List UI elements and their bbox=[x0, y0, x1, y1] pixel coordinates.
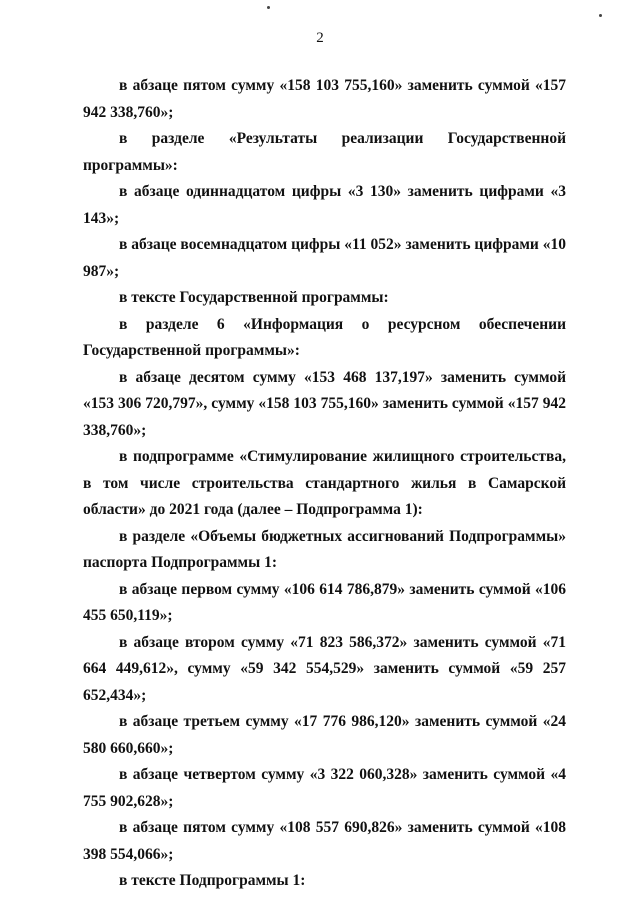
paragraph: в абзаце десятом сумму «153 468 137,197» заменить суммой «153 306 720,797», сумму «158 103 755,160» заменить суммой «157 942 338,760»; bbox=[83, 368, 566, 439]
page-number: 2 bbox=[316, 30, 324, 46]
paragraph: в абзаце третьем сумму «17 776 986,120» заменить суммой «24 580 660,660»; bbox=[83, 713, 566, 757]
paragraph: в абзаце втором сумму «71 823 586,372» заменить суммой «71 664 449,612», сумму «59 342 554,529» заменить суммой «59 257 652,434»; bbox=[83, 633, 566, 704]
paragraph: в подпрограмме «Стимулирование жилищного строительства, в том числе строительства стандартного жилья в Самарской области» до 2021 года (далее – Подпрограмма 1): bbox=[83, 448, 566, 518]
paragraph: в разделе «Результаты реализации Государственной программы»: bbox=[83, 130, 566, 174]
paragraph: в абзаце восемнадцатом цифры «11 052» заменить цифрами «10 987»; bbox=[83, 236, 566, 280]
paragraph: в тексте Государственной программы: bbox=[119, 289, 389, 306]
paragraph: в абзаце пятом сумму «108 557 690,826» заменить суммой «108 398 554,066»; bbox=[83, 819, 566, 863]
paragraph: в разделе 6 «Информация о ресурсном обеспечении Государственной программы»: bbox=[83, 315, 566, 359]
paragraph: в абзаце четвертом сумму «3 322 060,328» заменить суммой «4 755 902,628»; bbox=[83, 766, 566, 810]
paragraph: в разделе «Объемы бюджетных ассигнований Подпрограммы» паспорта Подпрограммы 1: bbox=[83, 527, 566, 571]
document-body bbox=[83, 73, 566, 895]
scan-speck bbox=[599, 14, 602, 17]
paragraph: в тексте Подпрограммы 1: bbox=[119, 872, 306, 889]
scan-speck bbox=[267, 6, 270, 9]
paragraph: в абзаце одиннадцатом цифры «3 130» заменить цифрами «3 143»; bbox=[83, 183, 566, 227]
paragraph: в абзаце пятом сумму «158 103 755,160» заменить суммой «157 942 338,760»; bbox=[83, 77, 566, 121]
paragraph: в абзаце первом сумму «106 614 786,879» заменить суммой «106 455 650,119»; bbox=[83, 580, 566, 624]
